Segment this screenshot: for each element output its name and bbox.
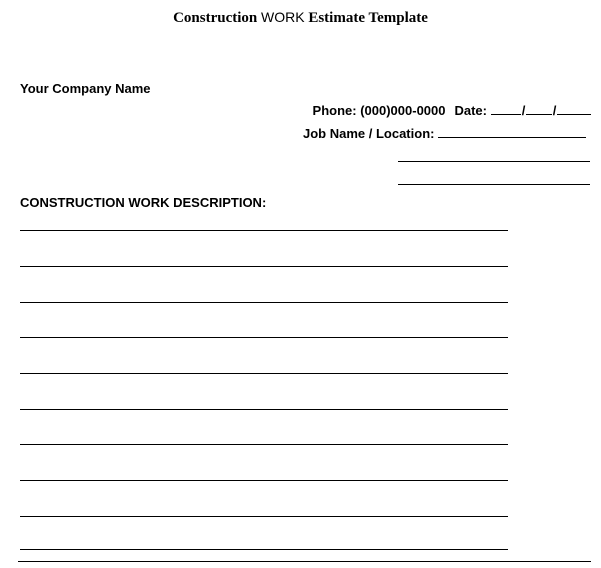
description-line[interactable] xyxy=(20,373,508,374)
title-part-2: WORK xyxy=(261,9,305,25)
description-label: CONSTRUCTION WORK DESCRIPTION: xyxy=(20,195,267,210)
description-line[interactable] xyxy=(20,516,508,517)
date-separator-1: / xyxy=(521,103,526,118)
job-name-field[interactable] xyxy=(438,126,586,138)
date-year-field[interactable] xyxy=(557,103,591,115)
job-label: Job Name / Location: xyxy=(303,126,435,141)
description-line[interactable] xyxy=(20,302,508,303)
description-line[interactable] xyxy=(20,444,508,445)
description-line[interactable] xyxy=(20,549,508,550)
title-part-1: Construction xyxy=(173,10,262,26)
date-label: Date: xyxy=(454,103,487,118)
description-line[interactable] xyxy=(20,409,508,410)
title-part-3: Estimate Template xyxy=(304,10,428,26)
description-line[interactable] xyxy=(20,266,508,267)
document-title xyxy=(0,9,601,27)
bottom-rule xyxy=(18,561,591,562)
description-line[interactable] xyxy=(20,480,508,481)
date-day-field[interactable] xyxy=(526,103,552,115)
location-line-2[interactable] xyxy=(398,184,590,185)
phone-date-row xyxy=(313,103,591,118)
date-separator-2: / xyxy=(552,103,557,118)
company-name: Your Company Name xyxy=(20,81,151,96)
phone-label: Phone: (000)000-0000 xyxy=(312,103,446,118)
job-row xyxy=(303,126,586,141)
description-line[interactable] xyxy=(20,337,508,338)
description-line[interactable] xyxy=(20,230,508,231)
date-month-field[interactable] xyxy=(491,103,521,115)
location-line-1[interactable] xyxy=(398,161,590,162)
